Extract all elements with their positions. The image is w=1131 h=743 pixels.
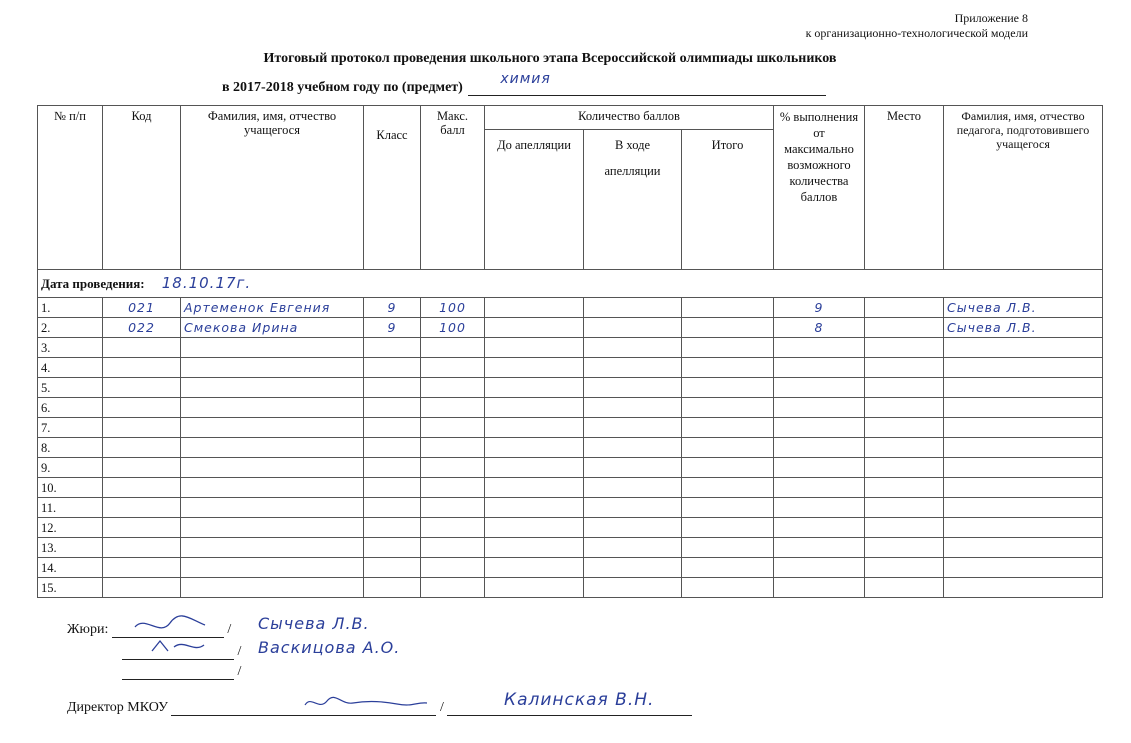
cell-code xyxy=(103,338,181,358)
document-subtitle xyxy=(222,71,826,96)
cell-percent xyxy=(774,338,865,358)
cell-during xyxy=(584,558,682,578)
cell-num: 12. xyxy=(38,518,103,538)
col-header-class: Класс xyxy=(364,106,421,270)
cell-max xyxy=(421,498,485,518)
date-row xyxy=(38,270,1103,298)
cell-before xyxy=(485,338,584,358)
cell-name: Смекова Ирина xyxy=(181,318,364,338)
cell-teacher xyxy=(944,378,1103,398)
cell-name xyxy=(181,518,364,538)
cell-num: 3. xyxy=(38,338,103,358)
cell-teacher xyxy=(944,338,1103,358)
cell-during xyxy=(584,318,682,338)
cell-total xyxy=(682,478,774,498)
cell-total xyxy=(682,538,774,558)
col-header-scores: Количество баллов xyxy=(485,106,774,130)
cell-class xyxy=(364,498,421,518)
cell-code xyxy=(103,558,181,578)
cell-total xyxy=(682,318,774,338)
cell-during xyxy=(584,518,682,538)
cell-place xyxy=(865,298,944,318)
cell-code xyxy=(103,518,181,538)
cell-before xyxy=(485,438,584,458)
cell-before xyxy=(485,358,584,378)
cell-percent: 9 xyxy=(774,298,865,318)
cell-before xyxy=(485,498,584,518)
cell-code xyxy=(103,438,181,458)
cell-during xyxy=(584,398,682,418)
cell-name xyxy=(181,538,364,558)
cell-total xyxy=(682,438,774,458)
table-header-row xyxy=(38,106,1103,130)
jury-signature-2 xyxy=(140,637,210,657)
jury-member-1: Сычева Л.В. xyxy=(258,614,370,633)
cell-name: Артеменок Евгения xyxy=(181,298,364,318)
cell-total xyxy=(682,418,774,438)
cell-class xyxy=(364,538,421,558)
cell-num: 8. xyxy=(38,438,103,458)
subject-field xyxy=(468,71,826,96)
cell-teacher xyxy=(944,458,1103,478)
cell-max: 100 xyxy=(421,298,485,318)
col-header-total: Итого xyxy=(682,130,774,270)
table-row xyxy=(38,478,1103,498)
cell-num: 15. xyxy=(38,578,103,598)
cell-max xyxy=(421,518,485,538)
cell-num: 2. xyxy=(38,318,103,338)
cell-before xyxy=(485,458,584,478)
cell-place xyxy=(865,458,944,478)
table-row xyxy=(38,398,1103,418)
cell-place xyxy=(865,478,944,498)
cell-percent xyxy=(774,538,865,558)
cell-teacher xyxy=(944,558,1103,578)
col-header-num: № п/п xyxy=(38,106,103,270)
jury-signature-2-line xyxy=(122,645,234,660)
cell-max xyxy=(421,558,485,578)
cell-class xyxy=(364,358,421,378)
cell-before xyxy=(485,518,584,538)
cell-num: 4. xyxy=(38,358,103,378)
cell-place xyxy=(865,398,944,418)
cell-percent xyxy=(774,378,865,398)
cell-total xyxy=(682,298,774,318)
cell-num: 10. xyxy=(38,478,103,498)
cell-place xyxy=(865,578,944,598)
cell-teacher xyxy=(944,398,1103,418)
cell-during xyxy=(584,578,682,598)
jury-label: Жюри: xyxy=(67,622,109,637)
cell-num: 7. xyxy=(38,418,103,438)
cell-during xyxy=(584,298,682,318)
cell-max xyxy=(421,438,485,458)
cell-place xyxy=(865,438,944,458)
table-row xyxy=(38,378,1103,398)
cell-class: 9 xyxy=(364,318,421,338)
cell-percent xyxy=(774,578,865,598)
cell-class xyxy=(364,458,421,478)
cell-percent xyxy=(774,438,865,458)
cell-max xyxy=(421,418,485,438)
cell-num: 11. xyxy=(38,498,103,518)
cell-percent xyxy=(774,418,865,438)
date-value: 18.10.17г. xyxy=(161,274,252,292)
cell-place xyxy=(865,378,944,398)
cell-name xyxy=(181,398,364,418)
director-label: Директор МКОУ xyxy=(67,700,168,715)
col-header-before: До апелляции xyxy=(485,130,584,270)
date-cell xyxy=(38,270,1103,298)
table-row xyxy=(38,358,1103,378)
cell-before xyxy=(485,478,584,498)
table-row xyxy=(38,558,1103,578)
subject-value: химия xyxy=(500,71,551,87)
cell-during xyxy=(584,458,682,478)
cell-max xyxy=(421,358,485,378)
cell-teacher xyxy=(944,358,1103,378)
cell-code xyxy=(103,498,181,518)
jury-signature-line-3: / xyxy=(122,664,241,680)
cell-code xyxy=(103,398,181,418)
cell-total xyxy=(682,558,774,578)
cell-total xyxy=(682,518,774,538)
cell-teacher xyxy=(944,518,1103,538)
cell-total xyxy=(682,458,774,478)
cell-before xyxy=(485,298,584,318)
protocol-table xyxy=(37,105,1103,598)
cell-during xyxy=(584,358,682,378)
appendix-line-2: к организационно-технологической модели xyxy=(805,26,1028,40)
col-header-place: Место xyxy=(865,106,944,270)
appendix-note xyxy=(806,11,1028,41)
cell-total xyxy=(682,498,774,518)
cell-place xyxy=(865,518,944,538)
cell-place xyxy=(865,338,944,358)
cell-num: 9. xyxy=(38,458,103,478)
cell-num: 6. xyxy=(38,398,103,418)
cell-max xyxy=(421,378,485,398)
cell-code: 022 xyxy=(103,318,181,338)
cell-during xyxy=(584,438,682,458)
cell-max xyxy=(421,578,485,598)
cell-num: 13. xyxy=(38,538,103,558)
cell-teacher xyxy=(944,538,1103,558)
jury-signature-line-2: / xyxy=(122,644,241,660)
cell-place xyxy=(865,358,944,378)
cell-place xyxy=(865,498,944,518)
cell-name xyxy=(181,498,364,518)
cell-during xyxy=(584,378,682,398)
table-row xyxy=(38,318,1103,338)
cell-name xyxy=(181,478,364,498)
cell-code xyxy=(103,378,181,398)
cell-total xyxy=(682,378,774,398)
cell-before xyxy=(485,318,584,338)
cell-max: 100 xyxy=(421,318,485,338)
cell-total xyxy=(682,398,774,418)
cell-place xyxy=(865,318,944,338)
table-row xyxy=(38,578,1103,598)
table-row xyxy=(38,498,1103,518)
table-row xyxy=(38,298,1103,318)
cell-name xyxy=(181,458,364,478)
table-row xyxy=(38,538,1103,558)
cell-code xyxy=(103,578,181,598)
cell-percent: 8 xyxy=(774,318,865,338)
cell-place xyxy=(865,538,944,558)
cell-percent xyxy=(774,458,865,478)
cell-during xyxy=(584,418,682,438)
document-title: Итоговый протокол проведения школьного этапа Всероссийской олимпиады школьников xyxy=(263,51,837,66)
cell-teacher: Сычева Л.В. xyxy=(944,298,1103,318)
cell-total xyxy=(682,338,774,358)
director-block: Директор МКОУ / xyxy=(67,700,692,716)
cell-during xyxy=(584,478,682,498)
cell-total xyxy=(682,358,774,378)
cell-code: 021 xyxy=(103,298,181,318)
cell-percent xyxy=(774,498,865,518)
cell-during xyxy=(584,498,682,518)
cell-name xyxy=(181,578,364,598)
director-name: Калинская В.Н. xyxy=(504,690,655,710)
cell-max xyxy=(421,338,485,358)
col-header-name: Фамилия, имя, отчество учащегося xyxy=(181,106,364,270)
cell-before xyxy=(485,398,584,418)
table-row xyxy=(38,438,1103,458)
cell-place xyxy=(865,558,944,578)
cell-percent xyxy=(774,558,865,578)
cell-class xyxy=(364,558,421,578)
cell-class xyxy=(364,438,421,458)
cell-teacher xyxy=(944,478,1103,498)
director-signature xyxy=(301,693,431,713)
cell-percent xyxy=(774,398,865,418)
cell-num: 5. xyxy=(38,378,103,398)
cell-max xyxy=(421,398,485,418)
cell-name xyxy=(181,418,364,438)
col-header-during: В ходе апелляции xyxy=(584,130,682,270)
cell-teacher: Сычева Л.В. xyxy=(944,318,1103,338)
cell-class xyxy=(364,478,421,498)
cell-name xyxy=(181,338,364,358)
cell-before xyxy=(485,538,584,558)
cell-class: 9 xyxy=(364,298,421,318)
col-header-max: Макс. балл xyxy=(421,106,485,270)
cell-class xyxy=(364,378,421,398)
jury-member-2: Васкицова А.О. xyxy=(258,638,401,657)
cell-class xyxy=(364,398,421,418)
cell-teacher xyxy=(944,578,1103,598)
col-header-percent: % выполнения от максимально возможного количества баллов xyxy=(774,106,865,270)
appendix-line-1: Приложение 8 xyxy=(954,11,1028,25)
col-header-teacher: Фамилия, имя, отчество педагога, подготовившего учащегося xyxy=(944,106,1103,270)
cell-teacher xyxy=(944,418,1103,438)
cell-percent xyxy=(774,478,865,498)
cell-class xyxy=(364,518,421,538)
cell-total xyxy=(682,578,774,598)
cell-percent xyxy=(774,358,865,378)
cell-code xyxy=(103,418,181,438)
subtitle-text: в 2017-2018 учебном году по (предмет) xyxy=(222,80,463,95)
table-row xyxy=(38,518,1103,538)
table-row xyxy=(38,338,1103,358)
cell-num: 14. xyxy=(38,558,103,578)
cell-during xyxy=(584,538,682,558)
jury-signature-1 xyxy=(130,615,210,635)
jury-signature-line-1 xyxy=(112,623,224,638)
cell-code xyxy=(103,478,181,498)
cell-max xyxy=(421,458,485,478)
col-header-code: Код xyxy=(103,106,181,270)
cell-code xyxy=(103,358,181,378)
cell-before xyxy=(485,418,584,438)
cell-before xyxy=(485,378,584,398)
director-signature-line xyxy=(171,701,436,716)
cell-code xyxy=(103,458,181,478)
cell-place xyxy=(865,418,944,438)
cell-teacher xyxy=(944,438,1103,458)
cell-class xyxy=(364,338,421,358)
table-row xyxy=(38,458,1103,478)
cell-during xyxy=(584,338,682,358)
cell-before xyxy=(485,558,584,578)
cell-class xyxy=(364,418,421,438)
cell-max xyxy=(421,478,485,498)
date-label: Дата проведения: xyxy=(41,276,145,291)
cell-name xyxy=(181,438,364,458)
cell-name xyxy=(181,558,364,578)
cell-before xyxy=(485,578,584,598)
cell-name xyxy=(181,378,364,398)
cell-num: 1. xyxy=(38,298,103,318)
jury-block: Жюри: / xyxy=(67,622,231,638)
table-row xyxy=(38,418,1103,438)
cell-name xyxy=(181,358,364,378)
cell-class xyxy=(364,578,421,598)
cell-max xyxy=(421,538,485,558)
cell-percent xyxy=(774,518,865,538)
cell-teacher xyxy=(944,498,1103,518)
cell-code xyxy=(103,538,181,558)
